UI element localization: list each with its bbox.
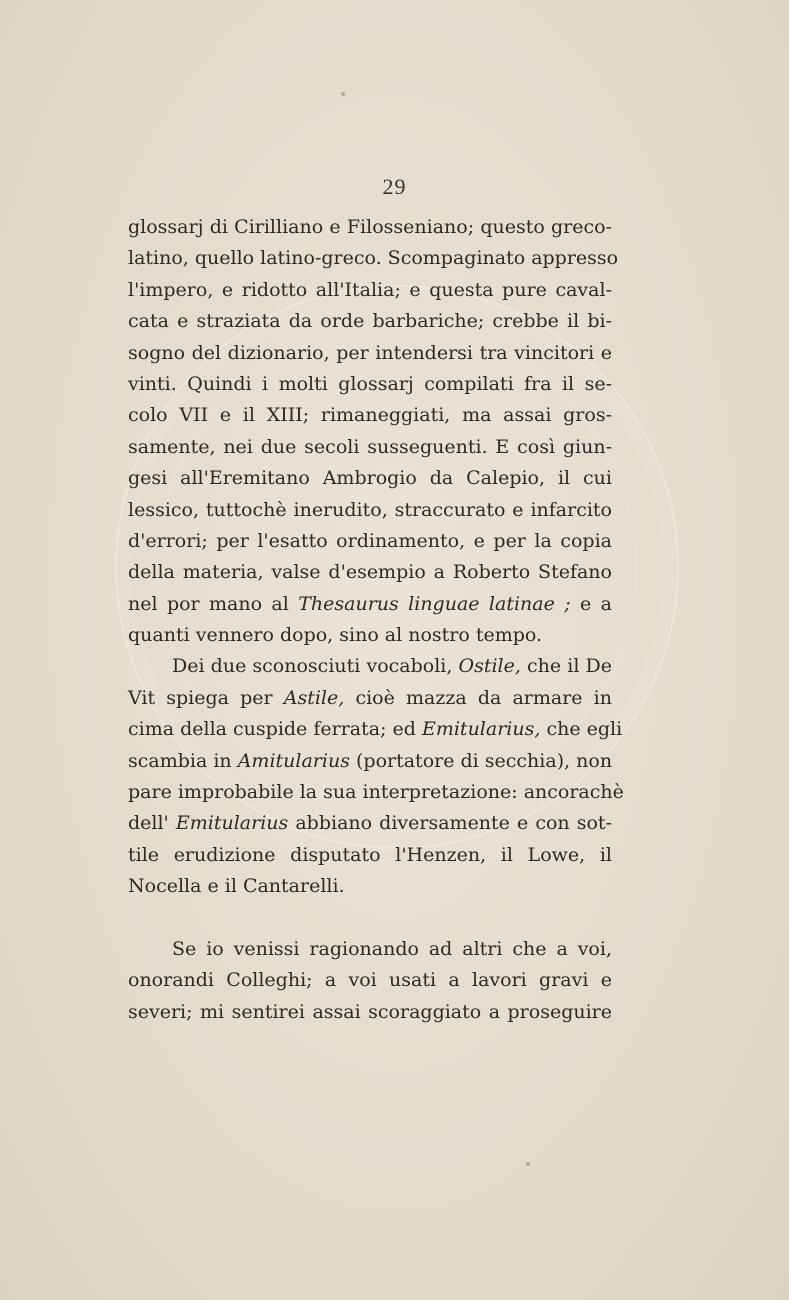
italic-term: Astile, bbox=[283, 686, 345, 709]
text-line: pare improbabile la sua interpretazione: ancorachè bbox=[128, 781, 624, 804]
text-line: samente, nei due secoli susseguenti. E così giun- bbox=[128, 435, 612, 458]
paragraph-gap bbox=[128, 903, 612, 934]
italic-term: Amitularius bbox=[237, 749, 350, 772]
italic-term: Ostile, bbox=[458, 655, 521, 678]
text-line: Se io venissi ragionando ad altri che a voi, bbox=[172, 937, 612, 960]
text-line: Nocella e il Cantarelli. bbox=[128, 875, 345, 898]
text-line: sogno del dizionario, per intendersi tra vincitori e bbox=[128, 341, 612, 364]
text-line: tile erudizione disputato l'Henzen, il Lowe, il bbox=[128, 843, 612, 866]
text-line: d'errori; per l'esatto ordinamento, e per la copia bbox=[128, 529, 612, 552]
italic-term: Emitularius bbox=[175, 812, 289, 835]
text-line: lessico, tuttochè inerudito, straccurato e infarcito bbox=[128, 498, 612, 521]
text-line: Vit spiega per Astile, cioè mazza da armare in bbox=[128, 686, 612, 709]
speck bbox=[341, 92, 345, 96]
text-line: quanti vennero dopo, sino al nostro tempo. bbox=[128, 624, 543, 647]
text-line: gesi all'Eremitano Ambrogio da Calepio, il cui bbox=[128, 467, 612, 490]
text-line: scambia in Amitularius (portatore di secchia), non bbox=[128, 749, 613, 772]
body-text bbox=[128, 212, 624, 1028]
text-line: colo VII e il XIII; rimaneggiati, ma assai gros- bbox=[128, 404, 612, 427]
text-line: cima della cuspide ferrata; ed Emitularius, che egli bbox=[128, 718, 623, 741]
text-line: latino, quello latino-greco. Scompaginato appresso bbox=[128, 247, 619, 270]
text-line: dell' Emitularius abbiano diversamente e con sot- bbox=[128, 812, 612, 835]
text-line: cata e straziata da orde barbariche; crebbe il bi- bbox=[128, 310, 612, 333]
italic-term: Emitularius, bbox=[421, 718, 541, 741]
italic-title: Thesaurus linguae latinae ; bbox=[298, 592, 571, 615]
text-line: vinti. Quindi i molti glossarj compilati fra il se- bbox=[128, 372, 612, 395]
page-number: 29 bbox=[382, 174, 407, 199]
text-line: l'impero, e ridotto all'Italia; e questa pure caval- bbox=[128, 278, 612, 301]
text-line: onorandi Colleghi; a voi usati a lavori gravi e bbox=[128, 969, 612, 992]
text-line: nel por mano al Thesaurus linguae latinae ; e a bbox=[128, 592, 612, 615]
text-line: glossarj di Cirilliano e Filosseniano; questo greco- bbox=[128, 216, 612, 238]
text-line: severi; mi sentirei assai scoraggiato a proseguire bbox=[128, 1000, 612, 1023]
text-line: Dei due sconosciuti vocaboli, Ostile, che il De bbox=[172, 655, 613, 678]
text-line: della materia, valse d'esempio a Roberto Stefano bbox=[128, 561, 612, 584]
speck bbox=[526, 1162, 530, 1166]
